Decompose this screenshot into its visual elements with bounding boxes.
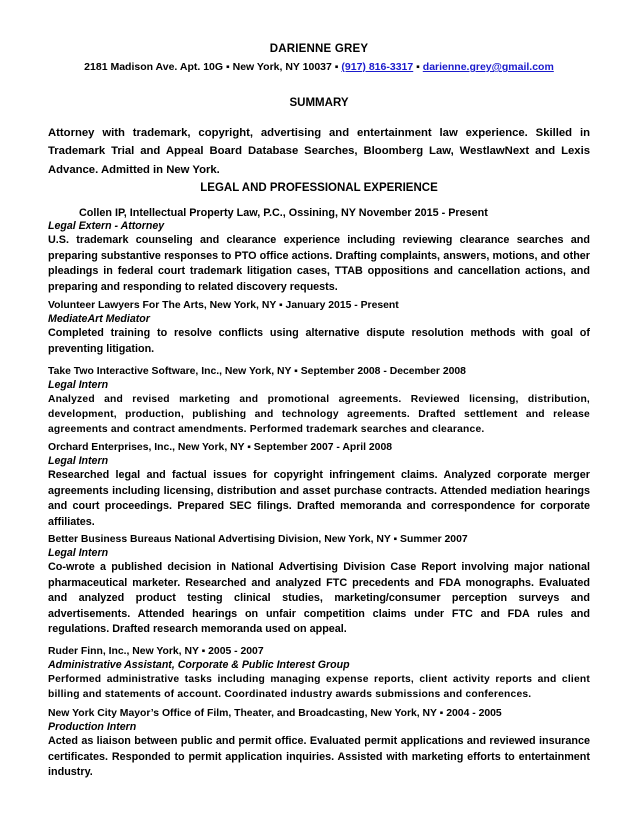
entry-role: Legal Intern <box>48 455 109 467</box>
experience-entry <box>48 645 590 702</box>
entry-role: Legal Intern <box>48 547 109 559</box>
experience-entry <box>48 365 590 437</box>
experience-entry <box>48 206 590 295</box>
entry-description: Acted as liaison between public and permit office. Evaluated permit applications and reviewed insurance certificates. Responded to permit application inquiries. Assisted with marketing efforts to entertainment industry. <box>48 735 590 779</box>
entry-organization: Better Business Bureaus National Advertising Division, New York, NY ▪ Summer 2007 <box>48 534 468 545</box>
phone-link[interactable]: (917) 816-3317 <box>341 61 414 73</box>
entry-description: Performed administrative tasks including managing expense reports, client activity reports and client billing and statements of account. Coordinated industry awards submissions and conferences. <box>48 674 590 700</box>
entry-role: Legal Extern - Attorney <box>48 220 165 232</box>
entry-role: MediateArt Mediator <box>48 313 150 325</box>
summary-text: Attorney with trademark, copyright, advertising and entertainment law experience. Skilled in Trademark Trial and Appeal Board Database Searches, Bloomberg Law, WestlawNext and Lexis Advance. Admitted in New York. <box>48 127 590 176</box>
entry-description: U.S. trademark counseling and clearance experience including reviewing clearance searches and preparing substantive responses to PTO office actions. Drafting complaints, answers, motions, and other pleadings in federal court trademark litigation cases, TTAB oppositions and cancellation actions, and preparing and responding to related discovery requests. <box>48 234 590 293</box>
entry-role: Production Intern <box>48 721 137 733</box>
entry-organization: Ruder Finn, Inc., New York, NY ▪ 2005 - 2007 <box>48 646 264 657</box>
experience-entry <box>48 533 590 638</box>
entry-organization: Volunteer Lawyers For The Arts, New York, NY ▪ January 2015 - Present <box>48 300 399 311</box>
address: 2181 Madison Ave. Apt. 10G ▪ New York, NY 10037 ▪ <box>84 61 342 73</box>
entry-organization: Collen IP, Intellectual Property Law, P.C., Ossining, NY November 2015 - Present <box>79 207 488 219</box>
entry-description: Analyzed and revised marketing and promotional agreements. Reviewed licensing, distribution, development, production, publishing and technology agreements. Drafted settlement and release agreements and contract amendments. Performed trademark searches and clearance. <box>48 394 590 435</box>
experience-entry <box>48 299 590 357</box>
contact-line <box>0 61 638 73</box>
entry-organization: Orchard Enterprises, Inc., New York, NY ▪ September 2007 - April 2008 <box>48 442 393 453</box>
summary-heading: SUMMARY <box>289 97 349 109</box>
experience-entry <box>48 441 590 530</box>
entry-description: Completed training to resolve conflicts using alternative dispute resolution methods with goal of preventing litigation. <box>48 327 590 355</box>
experience-heading: LEGAL AND PROFESSIONAL EXPERIENCE <box>200 182 438 194</box>
candidate-name: DARIENNE GREY <box>269 43 369 55</box>
entry-organization: New York City Mayor’s Office of Film, Theater, and Broadcasting, New York, NY ▪ 2004 - 2005 <box>48 708 502 719</box>
contact-separator: ▪ <box>413 61 423 73</box>
email-link[interactable]: darienne.grey@gmail.com <box>422 61 554 73</box>
entry-role: Legal Intern <box>48 379 109 391</box>
experience-entry <box>48 707 590 781</box>
entry-description: Co-wrote a published decision in National Advertising Division Case Report involving major national pharmaceutical marketer. Researched and analyzed FTC precedents and FDA monographs. Evaluated and analyzed product testing clinical studies, marketing/consumer perception surveys and advertisements. Attended hearings on unfair competition claims under FTC and FDA rules and regulations. Drafted research memoranda used on appeal. <box>48 561 590 636</box>
entry-description: Researched legal and factual issues for copyright infringement claims. Analyzed corporate merger agreements including licensing, distribution and asset purchase contracts. Attended mediation hearings and court proceedings. Prepared SEC filings. Drafted memoranda and correspondence for corporate affiliates. <box>48 469 590 528</box>
entry-organization: Take Two Interactive Software, Inc., New York, NY ▪ September 2008 - December 2008 <box>48 366 466 377</box>
entry-role: Administrative Assistant, Corporate & Public Interest Group <box>48 659 350 671</box>
